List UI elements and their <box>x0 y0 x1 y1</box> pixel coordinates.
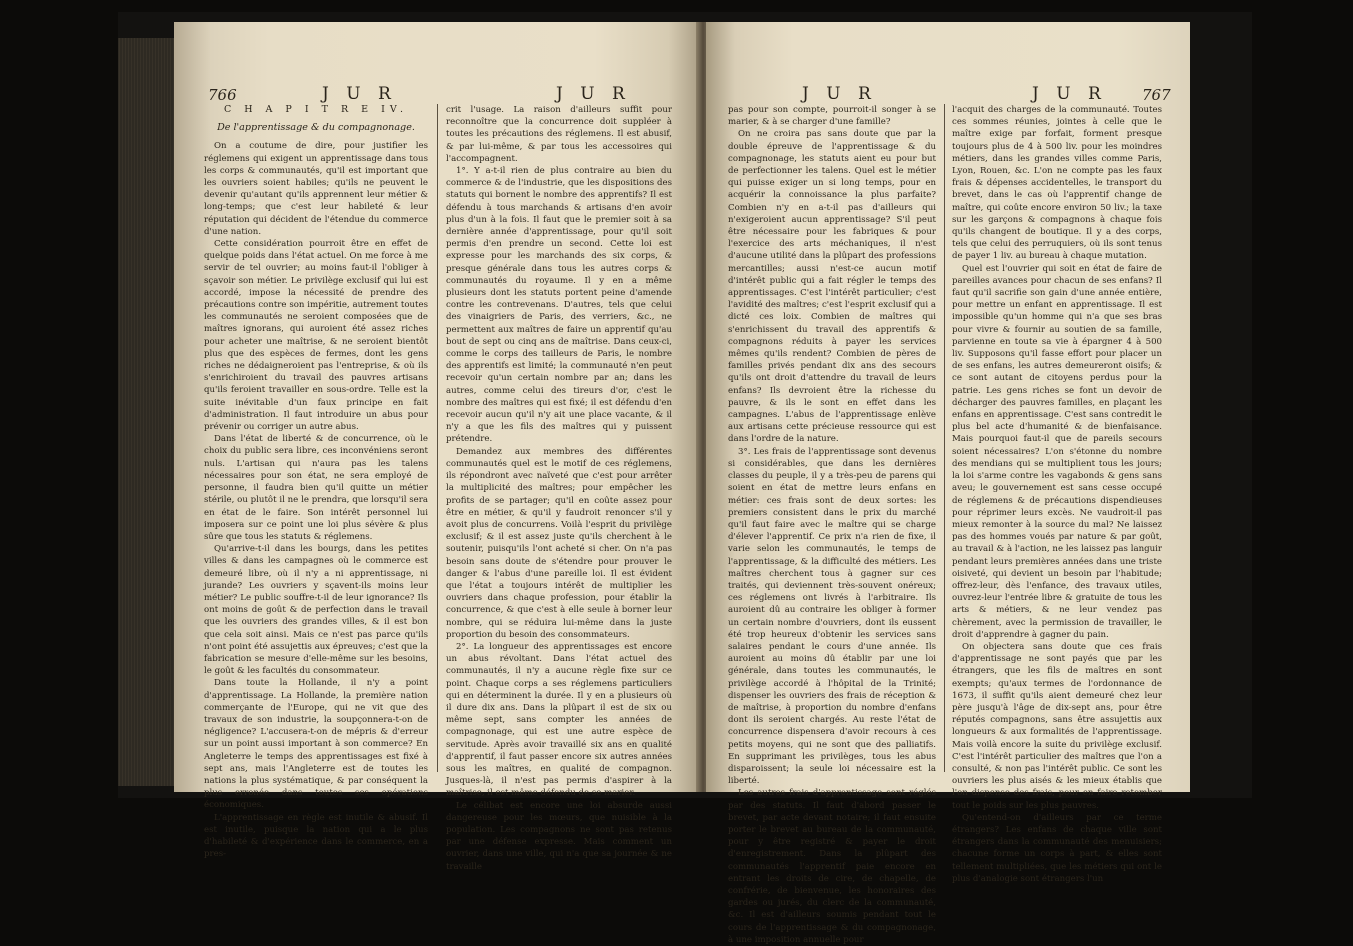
text-column-2 <box>446 104 672 872</box>
text-column-1 <box>204 104 428 860</box>
book-spread <box>118 12 1252 945</box>
paragraph: Dans toute la Hollande, il n'y a point d'apprentissage. La Hollande, la première nation commerçante de l'Europe, qui ne vit que des travaux de son industrie, la soupçonnera-t-on de négligence? L'accusera-t-on de mépris & d'erreur sur un point aussi important à son commerce? En Angleterre le temps des apprentissages est fixé à sept ans, mais l'Angleterre est de toutes les nations la plus systématique, & par conséquent la plus erronée dans toutes ses opérations économiques. <box>204 678 428 811</box>
book-page-edges <box>118 38 178 786</box>
paragraph: Demandez aux membres des différentes communautés quel est le motif de ces réglemens, ils répondront avec naïveté que c'est pour arrêter la multiplicité des maîtres; pour empêcher les profits de se partager; qu'il en coûte assez pour être en métier, & qu'il y faudroit renoncer s'il y avoit plus de concurrens. Voilà l'esprit du privilège exclusif; & il est assez juste qu'ils cherchent à le soutenir, puisqu'ils l'ont acheté si cher. On n'a pas besoin sans doute de s'étendre pour prouver le danger & l'abus d'une pareille loi. Il est évident que l'état a toujours intérêt de multiplier les ouvriers dans chaque profession, pour établir la concurrence, & que c'est à elle seule à borner leur nombre, qui se réduira lui-même dans la juste proportion du besoin des consommateurs. <box>446 446 672 640</box>
column-divider <box>437 104 438 772</box>
column-divider <box>944 104 945 772</box>
left-running-head <box>174 72 700 104</box>
paragraph: 1°. Y a-t-il rien de plus contraire au bien du commerce & de l'industrie, que les dispositions des statuts qui bornent le nombre des apprentifs? Il est défendu à tous marchands & artisans d'en avoir plus d'un à la fois. Il faut que le premier soit à sa dernière année d'apprentissage, pour qu'il soit permis d'en prendre un second. Cette loi est expresse pour les marchands des six corps, & presque générale dans tous les autres corps & communautés du royaume. Il y en a même plusieurs dont les statuts portent peine d'amende contre les contrevenans. D'autres, tels que celui des vinaigriers de Paris, des verriers, &c., ne permettent aux maîtres de faire un apprentif qu'au bout de sept ou cinq ans de maîtrise. Dans ceux-ci, comme le corps des tailleurs de Paris, le nombre des apprentifs est limité; la communauté n'en peut recevoir qu'un certain nombre par an; dans les autres, comme celui des tireurs d'or, c'est le nombre des maîtres qui est fixé; il est défendu d'en recevoir aucun qu'il n'y ait une place vacante, & il n'y a que les fils des maîtres qui y puissent prétendre. <box>446 166 672 445</box>
right-page <box>706 22 1190 945</box>
paragraph: On a coutume de dire, pour justifier les réglemens qui exigent un apprentissage dans tous les corps & communautés, qu'il est important que les ouvriers soient habiles; qu'ils ne peuvent le devenir qu'autant qu'ils apprennent leur métier & long-temps; que c'est leur habileté & leur réputation qui décident de l'étendue du commerce d'une nation. <box>204 141 428 237</box>
running-head: J U R <box>322 84 397 104</box>
paragraph: crit l'usage. La raison d'ailleurs suffit pour reconnoître que la concurrence doit suppléer à toutes les précautions des réglemens. Il est abusif, & par lui-même, & par tous les accessoires qui l'accompagnent. <box>446 105 672 164</box>
right-running-head <box>706 72 1190 104</box>
paragraph: l'acquit des charges de la communauté. Toutes ces sommes réunies, jointes à celle que le maître exige par forfait, forment presque toujours plus de 4 à 500 liv. pour les moindres métiers, dans les grandes villes comme Paris, Lyon, Rouen, &c. L'on ne compte pas les faux frais & dépenses accidentelles, le transport du brevet, dans le cas où l'apprentif change de maître, qui coûte encore environ 50 liv.; la taxe sur les garçons & compagnons à chaque fois qu'ils changent de boutique. Il y a des corps, tels que celui des perruquiers, où ils sont tenus de payer 1 liv. au bureau à chaque mutation. <box>952 105 1162 262</box>
page-number: 767 <box>1142 86 1171 104</box>
paragraph: Les autres frais d'apprentissage sont réglés par des statuts. Il faut d'abord passer le brevet, par acte devant notaire; il faut ensuite porter le brevet au bureau de la communauté, pour y être registré & payer le droit d'enregistrement. Dans la plûpart des communautés l'apprentif paie encore en entrant les droits de cire, de chapelle, de confrérie, de bienvenue, les honoraires des gardes ou jurés, du clerc de la communauté, &c. Il est d'ailleurs soumis pendant tout le cours de l'apprentissage & du compagnonage, à une imposition annuelle pour <box>728 788 936 945</box>
running-head: J U R <box>1032 84 1107 104</box>
paragraph: Dans l'état de liberté & de concurrence, où le choix du public sera libre, ces inconvéniens seront nuls. L'artisan qui n'aura pas les talens nécessaires pour son état, ne sera employé de personne, il faudra bien qu'il quitte un métier stérile, ou plutôt il ne le prendra, que lorsqu'il sera en état de le faire. Son intérêt personnel lui imposera sur ce point une loi plus sévère & plus sûre que tous les statuts & réglemens. <box>204 434 428 542</box>
text-column-1 <box>728 104 936 945</box>
left-page <box>174 22 700 872</box>
chapter-subtitle: De l'apprentissage & du compagnonage. <box>217 122 415 134</box>
chapter-heading: C H A P I T R E IV. <box>223 104 409 115</box>
running-head: J U R <box>556 84 631 104</box>
paragraph: On objectera sans doute que ces frais d'apprentissage ne sont payés que par les étrangers, que les fils de maîtres en sont exempts; qu'aux termes de l'ordonnance de 1673, il suffit qu'ils aient demeuré chez leur père jusqu'à l'âge de dix-sept ans, pour être réputés compagnons, sans être assujettis aux longueurs & aux formalités de l'apprentissage. Mais voilà encore la suite du privilège exclusif. C'est l'intérêt particulier des maîtres que l'on a consulté, & non pas l'intérêt public. Ce sont les ouvriers les plus aisés & les mieux établis que l'on dispense des frais, pour en faire retomber tout le poids sur les plus pauvres. <box>952 641 1162 811</box>
paragraph: 3°. Les frais de l'apprentissage sont devenus si considérables, que dans les dernières classes du peuple, il y a très-peu de parens qui soient en état de mettre leurs enfans en métier: ces frais sont de deux sortes: les premiers consistent dans le prix du marché qu'il faut faire avec le maître qui se charge d'élever l'apprentif. Ce prix n'a rien de fixe, il varie selon les communautés, le temps de l'apprentissage, & la difficulté des métiers. Les maîtres cherchent tous à gagner sur ces traités, qui deviennent très-souvent onéreux; ces réglemens ont livrés à l'arbitraire. Ils auroient dû au contraire les obliger à former un certain nombre d'ouvriers, dont ils eussent été trop heureux d'obtenir les services sans salaires pendant le cours d'une année. Ils auroient au moins dû établir par une loi générale, dans toutes les communautés, le privilège accordé à l'hôpital de la Trinité; dispenser les ouvriers des frais de réception & de maîtrise, à proportion du nombre d'enfans dont ils seroient chargés. Au reste l'état de concurrence dispensera d'avoir recours à ces petits moyens, qui ne sont que des palliatifs. En supprimant les privilèges, tous les abus disparoissent; la seule loi nécessaire est la liberté. <box>728 446 936 787</box>
paragraph: Le célibat est encore une loi absurde aussi dangereuse pour les mœurs, que nuisible à la population. Les compagnons ne sont pas retenus par une défense expresse. Mais comment un ouvrier, dans une ville, qui n'a que sa journée & ne travaille <box>446 800 672 872</box>
paragraph: On ne croira pas sans doute que par la double épreuve de l'apprentissage & du compagnonage, les statuts aient eu pour but de perfectionner les talens. Quel est le métier qui puisse exiger un si long temps, pour en acquérir la connoissance la plus parfaite? Combien n'y en a-t-il pas d'ailleurs qui n'exigeroient aucun apprentissage? S'il peut être nécessaire pour les fabriques & pour l'exercice des arts méchaniques, il n'est d'aucune utilité dans la plûpart des professions mercantilles; aussi n'est-ce aucun motif d'intérêt public qui a fait régler le temps des apprentissages. C'est l'intérêt particulier; c'est l'avidité des maîtres; c'est l'esprit exclusif qui a dicté ces loix. Combien de maîtres qui s'enrichissent du travail des apprentifs & compagnons réduits à payer les services mêmes qu'ils rendent? Combien de pères de familles privés pendant dix ans des secours qu'ils ont droit d'attendre du travail de leurs enfans? Ils devroient être la richesse du pauvre, & ils le sont en effet dans les campagnes. L'abus de l'apprentissage enlève aux artisans cette précieuse ressource qui est dans l'ordre de la nature. <box>728 129 936 445</box>
paragraph: L'apprentissage en règle est inutile & abusif. Il est inutile, puisque la nation qui a le plus d'habileté & d'expérience dans le commerce, en a pres- <box>204 812 428 860</box>
paragraph: Cette considération pourroit être en effet de quelque poids dans l'état actuel. On me force à me servir de tel ouvrier; au moins faut-il l'obliger à sçavoir son métier. Le privilège exclusif qui lui est accordé, impose la nécessité de prendre des précautions contre son impéritie, autrement toutes les communautés ne seroient composées que de maîtres ignorans, qui auroient été assez riches pour acheter une maîtrise, & ne seroient bientôt plus que des espèces de fermes, dont les gens riches ne dédaigneroient pas l'entreprise, & où ils s'enrichiroient du travail des pauvres artisans qu'ils feroient travailler en sous-ordre. Telle est la suite inévitable d'un faux principe en fait d'administration. Il faut introduire un abus pour prévenir ou corriger un autre abus. <box>204 239 428 433</box>
paragraph: Quel est l'ouvrier qui soit en état de faire de pareilles avances pour chacun de ses enfans? Il faut qu'il sacrifie son gain d'une année entière, pour mettre un enfant en apprentissage. Il est impossible qu'un homme qui n'a que ses bras pour vivre & fournir au soutien de sa famille, parvienne en toute sa vie à épargner 4 à 500 liv. Supposons qu'il fasse effort pour placer un de ses enfans, les autres demeureront oisifs; & ce sont autant de citoyens perdus pour la patrie. Les gens riches se font un devoir de décharger des pauvres familles, en plaçant les enfans en apprentissage. C'est sans contredit le plus bel acte d'humanité & de bienfaisance. Mais pourquoi faut-il que de pareils secours soient nécessaires? L'on s'étonne du nombre des mendians qui se multiplient tous les jours; la loi s'arme contre les vagabonds & gens sans aveu; le gouvernement est sans cesse occupé de réglemens & de précautions dispendieuses pour réprimer leurs excès. Ne vaudroit-il pas mieux remonter à la source du mal? Ne laissez pas des hommes voués par nature & par goût, au travail & à l'action, ne les laissez pas languir pendant leurs premières années dans une triste oisiveté, qui devient un besoin par l'habitude; offrez-leur, dès l'enfance, des travaux utiles, ouvrez-leur l'entrée libre & gratuite de tous les arts & métiers, & ne leur vendez pas chèrement, avec la permission de travailler, le droit d'apprendre à gagner du pain. <box>952 263 1162 640</box>
paragraph: 2°. La longueur des apprentissages est encore un abus révoltant. Dans l'état actuel des communautés, il n'y a aucune règle fixe sur ce point. Chaque corps a ses réglemens particuliers qui en déterminent la durée. Il y en a plusieurs où il dure dix ans. Dans la plûpart il est de six ou même sept, sans compter les années de compagnonage, qui est une autre espèce de servitude. Après avoir travaillé six ans en qualité d'apprentif, il faut passer encore six autres années sous les maîtres, en qualité de compagnon. Jusques-là, il n'est pas permis d'aspirer à la maîtrise, il est même défendu de se marier. <box>446 641 672 799</box>
running-head: J U R <box>802 84 877 104</box>
paragraph: pas pour son compte, pourroit-il songer à se marier, & à se charger d'une famille? <box>728 105 936 128</box>
page-number: 766 <box>208 86 237 104</box>
paragraph: Qu'arrive-t-il dans les bourgs, dans les petites villes & dans les campagnes où le commerce est demeuré libre, où il n'y a ni apprentissage, ni jurande? Les ouvriers y sçavent-ils moins leur métier? Le public souffre-t-il de leur ignorance? Ils ont moins de goût & de perfection dans le travail que les ouvriers des grandes villes, & il est bon que cela soit ainsi. Mais ce n'est pas parce qu'ils n'ont point été assujettis aux épreuves; c'est que la fabrication se mesure d'elle-même sur les besoins, le goût & les facultés du consommateur. <box>204 544 428 677</box>
paragraph: Qu'entend-on d'ailleurs par ce terme étrangers? Les enfans de chaque ville sont étrangers dans la communauté des menuisiers; chacune forme un corps à part, & elles sont tellement multipliées, que les métiers qui ont le plus d'analogie sont étrangers l'un <box>952 812 1162 884</box>
text-column-2 <box>952 104 1162 884</box>
